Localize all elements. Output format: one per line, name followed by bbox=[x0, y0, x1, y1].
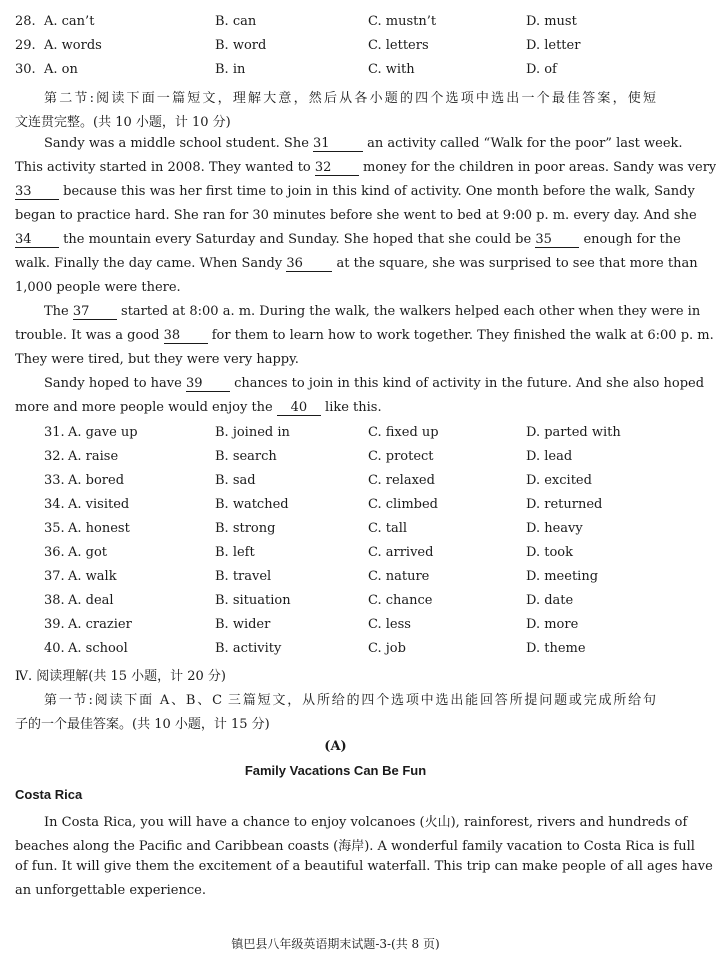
section2-instruction-line1: 第二节:阅读下面一篇短文，理解大意，然后从各小题的四个选项中选出一个最佳答案，使短 bbox=[44, 91, 656, 106]
option-d: D. took bbox=[526, 545, 573, 560]
option-a: A. got bbox=[68, 545, 108, 560]
option-b: B. left bbox=[215, 545, 255, 560]
passage-line bbox=[15, 256, 698, 272]
option-c: C. chance bbox=[368, 593, 433, 608]
passage-line bbox=[44, 376, 705, 392]
option-b: B. situation bbox=[215, 593, 291, 608]
passage-text: started at 8:00 a. m. During the walk, the walkers helped each other when they were in bbox=[121, 304, 701, 319]
question-row-34 bbox=[0, 497, 671, 519]
passage-text: because this was her first time to join in this kind of activity. One month before the walk, Sandy bbox=[63, 184, 695, 199]
passage-text: the mountain every Saturday and Sunday. She hoped that she could be bbox=[63, 232, 532, 247]
option-c: C. with bbox=[368, 62, 415, 77]
question-number: 38. bbox=[44, 593, 65, 608]
option-b: B. wider bbox=[215, 617, 271, 632]
passage-line: began to practice hard. She ran for 30 minutes before she went to bed at 9:00 p. m. every day. And she bbox=[15, 208, 697, 223]
option-d: D. meeting bbox=[526, 569, 599, 584]
option-c: C. job bbox=[368, 641, 406, 656]
option-d: D. more bbox=[526, 617, 579, 632]
passage-text: trouble. It was a good bbox=[15, 328, 160, 343]
passage-text: more and more people would enjoy the bbox=[15, 400, 273, 415]
question-row-36 bbox=[0, 545, 671, 567]
question-number: 36. bbox=[44, 545, 65, 560]
passage-line bbox=[15, 160, 716, 176]
option-c: C. arrived bbox=[368, 545, 434, 560]
blank-40: 40 bbox=[277, 400, 321, 416]
passage-text: walk. Finally the day came. When Sandy bbox=[15, 256, 283, 271]
option-b: B. joined in bbox=[215, 425, 290, 440]
option-b: B. in bbox=[215, 62, 246, 77]
page-footer: 镇巴县八年级英语期末试题-3-(共 8 页) bbox=[231, 937, 440, 951]
option-a: A. can’t bbox=[44, 14, 95, 29]
option-d: D. theme bbox=[526, 641, 586, 656]
passage-a-line: In Costa Rica, you will have a chance to enjoy volcanoes (火山), rainforest, rivers and hundreds of bbox=[44, 815, 688, 830]
passage-text: The bbox=[44, 304, 69, 319]
question-number: 33. bbox=[44, 473, 65, 488]
question-row-38 bbox=[0, 593, 671, 615]
blank-38: 38 bbox=[164, 328, 208, 344]
question-row-31 bbox=[0, 425, 671, 447]
option-d: D. lead bbox=[526, 449, 573, 464]
passage-text: money for the children in poor areas. Sandy was very bbox=[363, 160, 716, 175]
question-row-29 bbox=[0, 38, 671, 60]
blank-31: 31 bbox=[313, 136, 363, 152]
option-b: B. search bbox=[215, 449, 277, 464]
passage-line bbox=[15, 400, 656, 416]
option-c: C. less bbox=[368, 617, 411, 632]
option-a: A. words bbox=[44, 38, 102, 53]
option-a: A. bored bbox=[68, 473, 125, 488]
blank-36: 36 bbox=[286, 256, 332, 272]
option-a: A. crazier bbox=[68, 617, 132, 632]
blank-33: 33 bbox=[15, 184, 59, 200]
option-c: C. tall bbox=[368, 521, 408, 536]
passage-text: chances to join in this kind of activity in the future. And she also hoped bbox=[234, 376, 705, 391]
option-d: D. must bbox=[526, 14, 577, 29]
question-row-37 bbox=[0, 569, 671, 591]
question-number: 29. bbox=[15, 38, 36, 53]
blank-39: 39 bbox=[186, 376, 230, 392]
question-row-35 bbox=[0, 521, 671, 543]
question-row-30 bbox=[0, 62, 671, 84]
passage-a-line: beaches along the Pacific and Caribbean coasts (海岸). A wonderful family vacation to Costa Rica is full bbox=[15, 839, 695, 854]
passage-line bbox=[44, 136, 683, 152]
question-number: 30. bbox=[15, 62, 36, 77]
blank-37: 37 bbox=[73, 304, 117, 320]
option-a: A. on bbox=[44, 62, 78, 77]
option-a: A. walk bbox=[68, 569, 117, 584]
question-number: 34. bbox=[44, 497, 65, 512]
question-row-28 bbox=[0, 14, 671, 36]
passage-a-label: (A) bbox=[324, 739, 347, 754]
passage-a-line: an unforgettable experience. bbox=[15, 883, 206, 898]
option-d: D. date bbox=[526, 593, 574, 608]
option-c: C. protect bbox=[368, 449, 434, 464]
section4-instruction-line1: 第一节:阅读下面 A、B、C 三篇短文，从所给的四个选项中选出能回答所提问题或完成所给句 bbox=[44, 693, 656, 708]
passage-text: enough for the bbox=[583, 232, 681, 247]
option-d: D. letter bbox=[526, 38, 581, 53]
option-c: C. letters bbox=[368, 38, 429, 53]
option-b: B. can bbox=[215, 14, 257, 29]
question-number: 28. bbox=[15, 14, 36, 29]
question-row-39 bbox=[0, 617, 671, 639]
option-b: B. activity bbox=[215, 641, 282, 656]
question-number: 40. bbox=[44, 641, 65, 656]
question-number: 39. bbox=[44, 617, 65, 632]
passage-a-subheading: Costa Rica bbox=[15, 787, 83, 802]
question-row-33 bbox=[0, 473, 671, 495]
option-c: C. climbed bbox=[368, 497, 439, 512]
question-row-32 bbox=[0, 449, 671, 471]
section4-heading: Ⅳ. 阅读理解(共 15 小题，计 20 分) bbox=[15, 669, 227, 684]
option-c: C. nature bbox=[368, 569, 430, 584]
option-b: B. travel bbox=[215, 569, 272, 584]
passage-line bbox=[44, 304, 701, 320]
passage-line: 1,000 people were there. bbox=[15, 280, 181, 295]
passage-line: They were tired, but they were very happy. bbox=[15, 352, 299, 367]
section2-instruction-line2: 文连贯完整。(共 10 小题，计 10 分) bbox=[15, 115, 231, 130]
option-b: B. watched bbox=[215, 497, 289, 512]
option-b: B. word bbox=[215, 38, 267, 53]
option-a: A. honest bbox=[68, 521, 130, 536]
option-b: B. sad bbox=[215, 473, 256, 488]
question-number: 32. bbox=[44, 449, 65, 464]
passage-line bbox=[15, 232, 681, 248]
option-a: A. visited bbox=[68, 497, 130, 512]
passage-text: like this. bbox=[325, 400, 382, 415]
passage-a-title: Family Vacations Can Be Fun bbox=[244, 763, 427, 778]
option-a: A. gave up bbox=[68, 425, 138, 440]
option-d: D. returned bbox=[526, 497, 603, 512]
option-a: A. school bbox=[68, 641, 128, 656]
question-row-40 bbox=[0, 641, 671, 663]
passage-text: for them to learn how to work together. They finished the walk at 6:00 p. m. bbox=[211, 328, 714, 343]
passage-text: at the square, she was surprised to see that more than bbox=[336, 256, 698, 271]
option-c: C. mustn’t bbox=[368, 14, 437, 29]
blank-34: 34 bbox=[15, 232, 59, 248]
passage-a-line: of fun. It will give them the excitement of a beautiful waterfall. This trip can make people of all ages have bbox=[15, 859, 713, 874]
passage-text: an activity called “Walk for the poor” last week. bbox=[367, 136, 683, 151]
question-number: 37. bbox=[44, 569, 65, 584]
passage-text: This activity started in 2008. They wanted to bbox=[15, 160, 311, 175]
passage-line bbox=[15, 184, 695, 200]
blank-35: 35 bbox=[535, 232, 579, 248]
passage-text: Sandy hoped to have bbox=[44, 376, 182, 391]
blank-32: 32 bbox=[315, 160, 359, 176]
option-d: D. excited bbox=[526, 473, 592, 488]
option-a: A. raise bbox=[68, 449, 119, 464]
option-b: B. strong bbox=[215, 521, 276, 536]
question-number: 31. bbox=[44, 425, 65, 440]
passage-text: Sandy was a middle school student. She bbox=[44, 136, 309, 151]
question-number: 35. bbox=[44, 521, 65, 536]
option-d: D. heavy bbox=[526, 521, 583, 536]
option-c: C. relaxed bbox=[368, 473, 435, 488]
option-d: D. parted with bbox=[526, 425, 621, 440]
passage-line bbox=[15, 328, 714, 344]
section4-instruction-line2: 子的一个最佳答案。(共 10 小题，计 15 分) bbox=[15, 717, 270, 732]
option-c: C. fixed up bbox=[368, 425, 439, 440]
option-a: A. deal bbox=[68, 593, 114, 608]
option-d: D. of bbox=[526, 62, 557, 77]
